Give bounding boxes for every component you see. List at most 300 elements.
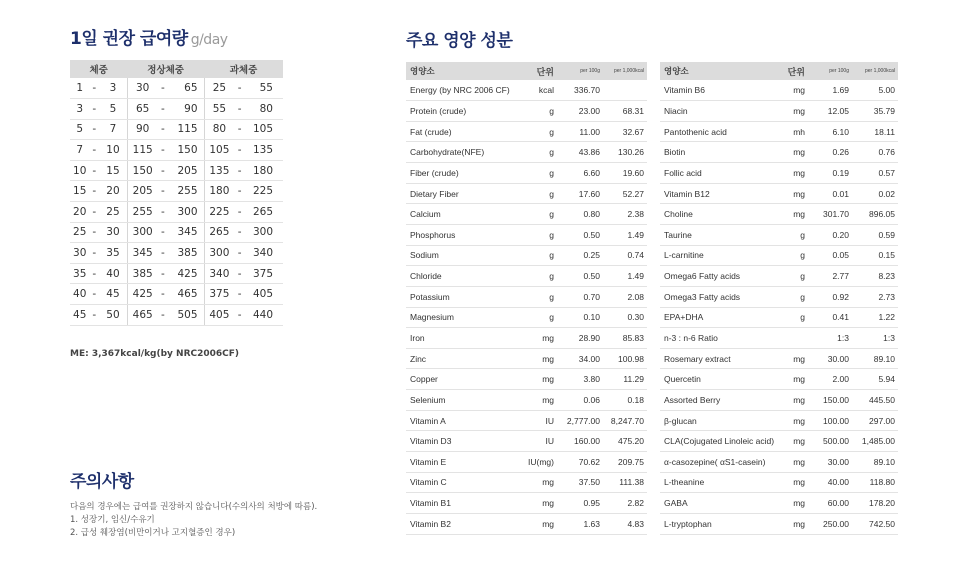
value-per-1000kcal: 8.23 xyxy=(852,266,898,287)
table-row xyxy=(70,284,283,305)
range-dash: - xyxy=(234,222,245,243)
nutrient-unit: mg xyxy=(775,204,809,225)
nutrient-unit: g xyxy=(524,286,558,307)
table-row xyxy=(660,493,898,514)
over-min: 180 xyxy=(204,181,234,202)
over-max: 80 xyxy=(245,99,283,120)
table-row xyxy=(70,243,283,264)
range-dash: - xyxy=(158,243,169,264)
value-per-100g: 28.90 xyxy=(558,328,603,349)
table-row xyxy=(406,369,647,390)
nutrient-name: Sodium xyxy=(406,245,524,266)
nutrient-name: Vitamin C xyxy=(406,472,524,493)
header-normal: 정상체중 xyxy=(127,60,204,78)
nutrient-unit: g xyxy=(524,245,558,266)
range-dash: - xyxy=(234,160,245,181)
range-dash: - xyxy=(234,243,245,264)
nutrient-unit: mg xyxy=(775,513,809,534)
normal-min: 385 xyxy=(127,263,157,284)
range-dash: - xyxy=(89,99,99,120)
value-per-100g: 40.00 xyxy=(809,472,852,493)
value-per-1000kcal: 1:3 xyxy=(852,328,898,349)
table-row xyxy=(660,266,898,287)
table-row xyxy=(70,202,283,223)
normal-max: 65 xyxy=(168,78,204,99)
weight-max: 7 xyxy=(99,119,127,140)
table-row xyxy=(406,410,647,431)
weight-min: 5 xyxy=(70,119,89,140)
nutrient-unit: mg xyxy=(775,142,809,163)
nutrient-name: Choline xyxy=(660,204,775,225)
range-dash: - xyxy=(234,202,245,223)
table-row xyxy=(406,224,647,245)
value-per-100g: 0.50 xyxy=(558,266,603,287)
value-per-1000kcal: 130.26 xyxy=(603,142,647,163)
normal-max: 205 xyxy=(168,160,204,181)
weight-min: 3 xyxy=(70,99,89,120)
value-per-1000kcal: 2.38 xyxy=(603,204,647,225)
weight-min: 1 xyxy=(70,78,89,99)
range-dash: - xyxy=(234,284,245,305)
range-dash: - xyxy=(89,140,99,161)
nutrient-name: Iron xyxy=(406,328,524,349)
over-min: 340 xyxy=(204,263,234,284)
range-dash: - xyxy=(158,78,169,99)
value-per-100g: 0.41 xyxy=(809,307,852,328)
weight-min: 35 xyxy=(70,263,89,284)
nutrient-unit: mg xyxy=(524,390,558,411)
value-per-1000kcal: 0.18 xyxy=(603,390,647,411)
over-max: 225 xyxy=(245,181,283,202)
nutrient-unit: mg xyxy=(775,493,809,514)
nutrient-name: GABA xyxy=(660,493,775,514)
header-weight: 체중 xyxy=(70,60,127,78)
nutrient-table-left-body xyxy=(406,80,647,534)
weight-min: 40 xyxy=(70,284,89,305)
nutrient-name: L-carnitine xyxy=(660,245,775,266)
value-per-1000kcal: 1.49 xyxy=(603,224,647,245)
nutrient-name: Fiber (crude) xyxy=(406,163,524,184)
nutrient-unit: mg xyxy=(775,369,809,390)
value-per-100g: 0.05 xyxy=(809,245,852,266)
value-per-100g: 250.00 xyxy=(809,513,852,534)
range-dash: - xyxy=(234,305,245,326)
table-row xyxy=(660,80,898,101)
nutrient-name: Vitamin B2 xyxy=(406,513,524,534)
table-row xyxy=(406,472,647,493)
over-min: 25 xyxy=(204,78,234,99)
weight-min: 10 xyxy=(70,160,89,181)
value-per-100g: 60.00 xyxy=(809,493,852,514)
value-per-100g: 160.00 xyxy=(558,431,603,452)
table-row xyxy=(70,78,283,99)
value-per-100g: 37.50 xyxy=(558,472,603,493)
nutrient-unit: mg xyxy=(775,80,809,101)
value-per-1000kcal: 5.00 xyxy=(852,80,898,101)
value-per-100g: 3.80 xyxy=(558,369,603,390)
value-per-100g: 1.63 xyxy=(558,513,603,534)
value-per-1000kcal: 2.73 xyxy=(852,286,898,307)
over-max: 440 xyxy=(245,305,283,326)
nutrient-name: Niacin xyxy=(660,101,775,122)
header-nutrient: 영양소 xyxy=(660,62,775,80)
weight-min: 15 xyxy=(70,181,89,202)
value-per-1000kcal: 0.76 xyxy=(852,142,898,163)
nutrient-name: Omega6 Fatty acids xyxy=(660,266,775,287)
table-row xyxy=(660,390,898,411)
over-max: 135 xyxy=(245,140,283,161)
caution-line: 다음의 경우에는 급여를 권장하지 않습니다(수의사의 처방에 따름). xyxy=(70,502,318,512)
value-per-1000kcal: 742.50 xyxy=(852,513,898,534)
nutrient-name: Protein (crude) xyxy=(406,101,524,122)
weight-max: 15 xyxy=(99,160,127,181)
value-per-1000kcal: 100.98 xyxy=(603,348,647,369)
over-min: 300 xyxy=(204,243,234,264)
value-per-100g: 0.95 xyxy=(558,493,603,514)
nutrient-name: Potassium xyxy=(406,286,524,307)
value-per-100g: 11.00 xyxy=(558,121,603,142)
value-per-1000kcal: 209.75 xyxy=(603,452,647,473)
nutrient-name: Taurine xyxy=(660,224,775,245)
over-min: 225 xyxy=(204,202,234,223)
table-row xyxy=(406,142,647,163)
weight-max: 10 xyxy=(99,140,127,161)
value-per-1000kcal: 1.49 xyxy=(603,266,647,287)
normal-min: 255 xyxy=(127,202,157,223)
caution-line: 2. 급성 췌장염(비만이거나 고지혈증인 경우) xyxy=(70,528,236,538)
nutrient-name: Phosphorus xyxy=(406,224,524,245)
over-min: 405 xyxy=(204,305,234,326)
value-per-100g: 30.00 xyxy=(809,452,852,473)
value-per-1000kcal: 896.05 xyxy=(852,204,898,225)
normal-min: 150 xyxy=(127,160,157,181)
value-per-1000kcal: 89.10 xyxy=(852,452,898,473)
value-per-1000kcal: 85.83 xyxy=(603,328,647,349)
weight-min: 20 xyxy=(70,202,89,223)
value-per-100g: 0.92 xyxy=(809,286,852,307)
nutrient-name: Zinc xyxy=(406,348,524,369)
weight-min: 25 xyxy=(70,222,89,243)
value-per-1000kcal: 35.79 xyxy=(852,101,898,122)
nutrient-unit: mg xyxy=(524,493,558,514)
nutrient-table-right xyxy=(660,62,898,535)
header-over: 과체중 xyxy=(204,60,283,78)
over-min: 105 xyxy=(204,140,234,161)
value-per-100g: 150.00 xyxy=(809,390,852,411)
range-dash: - xyxy=(234,140,245,161)
normal-min: 115 xyxy=(127,140,157,161)
nutrient-name: Pantothenic acid xyxy=(660,121,775,142)
value-per-100g: 6.60 xyxy=(558,163,603,184)
nutrient-name: L-tryptophan xyxy=(660,513,775,534)
weight-max: 5 xyxy=(99,99,127,120)
table-row xyxy=(70,160,283,181)
value-per-100g: 17.60 xyxy=(558,183,603,204)
range-dash: - xyxy=(158,284,169,305)
normal-max: 255 xyxy=(168,181,204,202)
over-max: 340 xyxy=(245,243,283,264)
nutrient-name: β-glucan xyxy=(660,410,775,431)
nutrient-unit: IU xyxy=(524,410,558,431)
header-per100: per 100g xyxy=(809,62,852,80)
table-row xyxy=(660,472,898,493)
range-dash: - xyxy=(89,202,99,223)
value-per-1000kcal: 297.00 xyxy=(852,410,898,431)
value-per-1000kcal: 1,485.00 xyxy=(852,431,898,452)
weight-min: 30 xyxy=(70,243,89,264)
over-max: 105 xyxy=(245,119,283,140)
normal-min: 345 xyxy=(127,243,157,264)
nutrient-name: Rosemary extract xyxy=(660,348,775,369)
value-per-100g: 100.00 xyxy=(809,410,852,431)
header-unit: 단위 xyxy=(775,62,809,80)
normal-min: 30 xyxy=(127,78,157,99)
value-per-1000kcal: 52.27 xyxy=(603,183,647,204)
table-row xyxy=(660,245,898,266)
nutrient-unit: mg xyxy=(524,348,558,369)
nutrient-unit: IU xyxy=(524,431,558,452)
normal-max: 345 xyxy=(168,222,204,243)
table-row xyxy=(406,307,647,328)
nutrient-unit: g xyxy=(524,224,558,245)
table-row xyxy=(70,305,283,326)
range-dash: - xyxy=(89,78,99,99)
nutrient-name: EPA+DHA xyxy=(660,307,775,328)
nutrients-title: 주요 영양 성분 xyxy=(406,31,513,51)
value-per-1000kcal: 445.50 xyxy=(852,390,898,411)
over-min: 135 xyxy=(204,160,234,181)
value-per-1000kcal: 0.59 xyxy=(852,224,898,245)
nutrient-unit: mg xyxy=(775,390,809,411)
table-row xyxy=(406,121,647,142)
feeding-table-body xyxy=(70,78,283,325)
table-row xyxy=(660,101,898,122)
nutrient-unit: IU(mg) xyxy=(524,452,558,473)
value-per-100g: 0.01 xyxy=(809,183,852,204)
value-per-100g: 0.10 xyxy=(558,307,603,328)
nutrient-table-right-body xyxy=(660,80,898,534)
nutrient-name: Quercetin xyxy=(660,369,775,390)
value-per-1000kcal: 11.29 xyxy=(603,369,647,390)
table-row xyxy=(406,183,647,204)
table-row xyxy=(660,431,898,452)
nutrient-name: Follic acid xyxy=(660,163,775,184)
normal-min: 205 xyxy=(127,181,157,202)
table-row xyxy=(70,119,283,140)
nutrient-name: Vitamin E xyxy=(406,452,524,473)
nutrient-unit: mg xyxy=(524,513,558,534)
nutrient-unit: mg xyxy=(775,183,809,204)
nutrient-name: Vitamin B12 xyxy=(660,183,775,204)
normal-min: 425 xyxy=(127,284,157,305)
nutrient-unit: kcal xyxy=(524,80,558,101)
value-per-1000kcal: 0.57 xyxy=(852,163,898,184)
over-min: 55 xyxy=(204,99,234,120)
table-row xyxy=(406,101,647,122)
weight-max: 3 xyxy=(99,78,127,99)
range-dash: - xyxy=(89,119,99,140)
nutrient-name: Fat (crude) xyxy=(406,121,524,142)
range-dash: - xyxy=(89,284,99,305)
caution-title: 주의사항 xyxy=(70,472,134,492)
nutrient-unit: g xyxy=(775,224,809,245)
value-per-100g: 336.70 xyxy=(558,80,603,101)
header-unit: 단위 xyxy=(524,62,558,80)
range-dash: - xyxy=(158,305,169,326)
value-per-1000kcal: 19.60 xyxy=(603,163,647,184)
nutrient-name: Carbohydrate(NFE) xyxy=(406,142,524,163)
range-dash: - xyxy=(89,222,99,243)
table-row xyxy=(406,513,647,534)
value-per-100g: 1:3 xyxy=(809,328,852,349)
nutrient-unit: g xyxy=(775,245,809,266)
normal-max: 505 xyxy=(168,305,204,326)
value-per-1000kcal: 118.80 xyxy=(852,472,898,493)
value-per-1000kcal: 178.20 xyxy=(852,493,898,514)
value-per-1000kcal: 8,247.70 xyxy=(603,410,647,431)
nutrient-unit: g xyxy=(524,266,558,287)
normal-max: 385 xyxy=(168,243,204,264)
header-per1000: per 1,000kcal xyxy=(852,62,898,80)
nutrient-unit: g xyxy=(524,163,558,184)
over-max: 180 xyxy=(245,160,283,181)
normal-min: 90 xyxy=(127,119,157,140)
weight-max: 40 xyxy=(99,263,127,284)
table-row xyxy=(660,452,898,473)
normal-max: 150 xyxy=(168,140,204,161)
nutrient-unit: mg xyxy=(775,101,809,122)
nutrient-unit: g xyxy=(524,307,558,328)
nutrient-table-left xyxy=(406,62,647,535)
table-row xyxy=(406,245,647,266)
nutrient-unit: mg xyxy=(775,163,809,184)
range-dash: - xyxy=(158,99,169,120)
table-row xyxy=(406,266,647,287)
normal-max: 425 xyxy=(168,263,204,284)
value-per-100g: 2.77 xyxy=(809,266,852,287)
nutrient-name: Vitamin A xyxy=(406,410,524,431)
range-dash: - xyxy=(158,181,169,202)
normal-max: 90 xyxy=(168,99,204,120)
value-per-100g: 301.70 xyxy=(809,204,852,225)
value-per-1000kcal: 68.31 xyxy=(603,101,647,122)
value-per-1000kcal: 2.08 xyxy=(603,286,647,307)
value-per-100g: 43.86 xyxy=(558,142,603,163)
nutrient-name: Biotin xyxy=(660,142,775,163)
range-dash: - xyxy=(158,202,169,223)
range-dash: - xyxy=(234,119,245,140)
nutrient-name: α-casozepine( αS1-casein) xyxy=(660,452,775,473)
feeding-title xyxy=(70,24,228,49)
weight-min: 7 xyxy=(70,140,89,161)
value-per-1000kcal: 89.10 xyxy=(852,348,898,369)
nutrient-unit: mh xyxy=(775,121,809,142)
weight-max: 45 xyxy=(99,284,127,305)
nutrient-unit: g xyxy=(524,101,558,122)
weight-max: 30 xyxy=(99,222,127,243)
value-per-100g: 30.00 xyxy=(809,348,852,369)
table-row xyxy=(406,348,647,369)
table-row xyxy=(660,121,898,142)
range-dash: - xyxy=(234,181,245,202)
value-per-100g: 23.00 xyxy=(558,101,603,122)
table-row xyxy=(660,204,898,225)
nutrient-name: Assorted Berry xyxy=(660,390,775,411)
range-dash: - xyxy=(234,99,245,120)
nutrient-unit xyxy=(775,328,809,349)
value-per-100g: 0.19 xyxy=(809,163,852,184)
value-per-1000kcal: 2.82 xyxy=(603,493,647,514)
nutrient-unit: mg xyxy=(775,452,809,473)
value-per-1000kcal: 0.74 xyxy=(603,245,647,266)
value-per-1000kcal: 18.11 xyxy=(852,121,898,142)
nutrient-unit: g xyxy=(775,266,809,287)
over-min: 375 xyxy=(204,284,234,305)
normal-min: 300 xyxy=(127,222,157,243)
value-per-100g: 6.10 xyxy=(809,121,852,142)
range-dash: - xyxy=(234,78,245,99)
range-dash: - xyxy=(158,119,169,140)
feeding-title-unit: g/day xyxy=(190,32,228,48)
range-dash: - xyxy=(158,160,169,181)
normal-min: 465 xyxy=(127,305,157,326)
table-row xyxy=(660,286,898,307)
weight-max: 35 xyxy=(99,243,127,264)
nutrient-unit: mg xyxy=(775,472,809,493)
over-min: 265 xyxy=(204,222,234,243)
nutrient-unit: g xyxy=(524,183,558,204)
nutrient-name: Omega3 Fatty acids xyxy=(660,286,775,307)
nutrient-unit: mg xyxy=(524,328,558,349)
nutrient-unit: mg xyxy=(775,431,809,452)
value-per-1000kcal: 5.94 xyxy=(852,369,898,390)
nutrient-name: Vitamin B6 xyxy=(660,80,775,101)
over-min: 80 xyxy=(204,119,234,140)
range-dash: - xyxy=(158,263,169,284)
table-row xyxy=(660,369,898,390)
value-per-1000kcal: 32.67 xyxy=(603,121,647,142)
nutrient-unit: g xyxy=(775,307,809,328)
range-dash: - xyxy=(89,263,99,284)
table-row xyxy=(406,328,647,349)
value-per-1000kcal: 475.20 xyxy=(603,431,647,452)
over-max: 265 xyxy=(245,202,283,223)
range-dash: - xyxy=(89,181,99,202)
caution-notes xyxy=(70,501,317,540)
value-per-100g: 0.70 xyxy=(558,286,603,307)
nutrient-name: n-3 : n-6 Ratio xyxy=(660,328,775,349)
header-nutrient: 영양소 xyxy=(406,62,524,80)
value-per-100g: 34.00 xyxy=(558,348,603,369)
nutrient-unit: g xyxy=(775,286,809,307)
range-dash: - xyxy=(158,222,169,243)
normal-max: 115 xyxy=(168,119,204,140)
nutrient-unit: g xyxy=(524,204,558,225)
table-row xyxy=(406,493,647,514)
weight-max: 25 xyxy=(99,202,127,223)
table-row xyxy=(406,390,647,411)
value-per-1000kcal: 0.15 xyxy=(852,245,898,266)
value-per-100g: 0.25 xyxy=(558,245,603,266)
nutrient-name: Energy (by NRC 2006 CF) xyxy=(406,80,524,101)
value-per-100g: 12.05 xyxy=(809,101,852,122)
table-row xyxy=(406,163,647,184)
value-per-1000kcal: 0.30 xyxy=(603,307,647,328)
normal-max: 300 xyxy=(168,202,204,223)
table-row xyxy=(406,80,647,101)
normal-max: 465 xyxy=(168,284,204,305)
value-per-100g: 0.80 xyxy=(558,204,603,225)
